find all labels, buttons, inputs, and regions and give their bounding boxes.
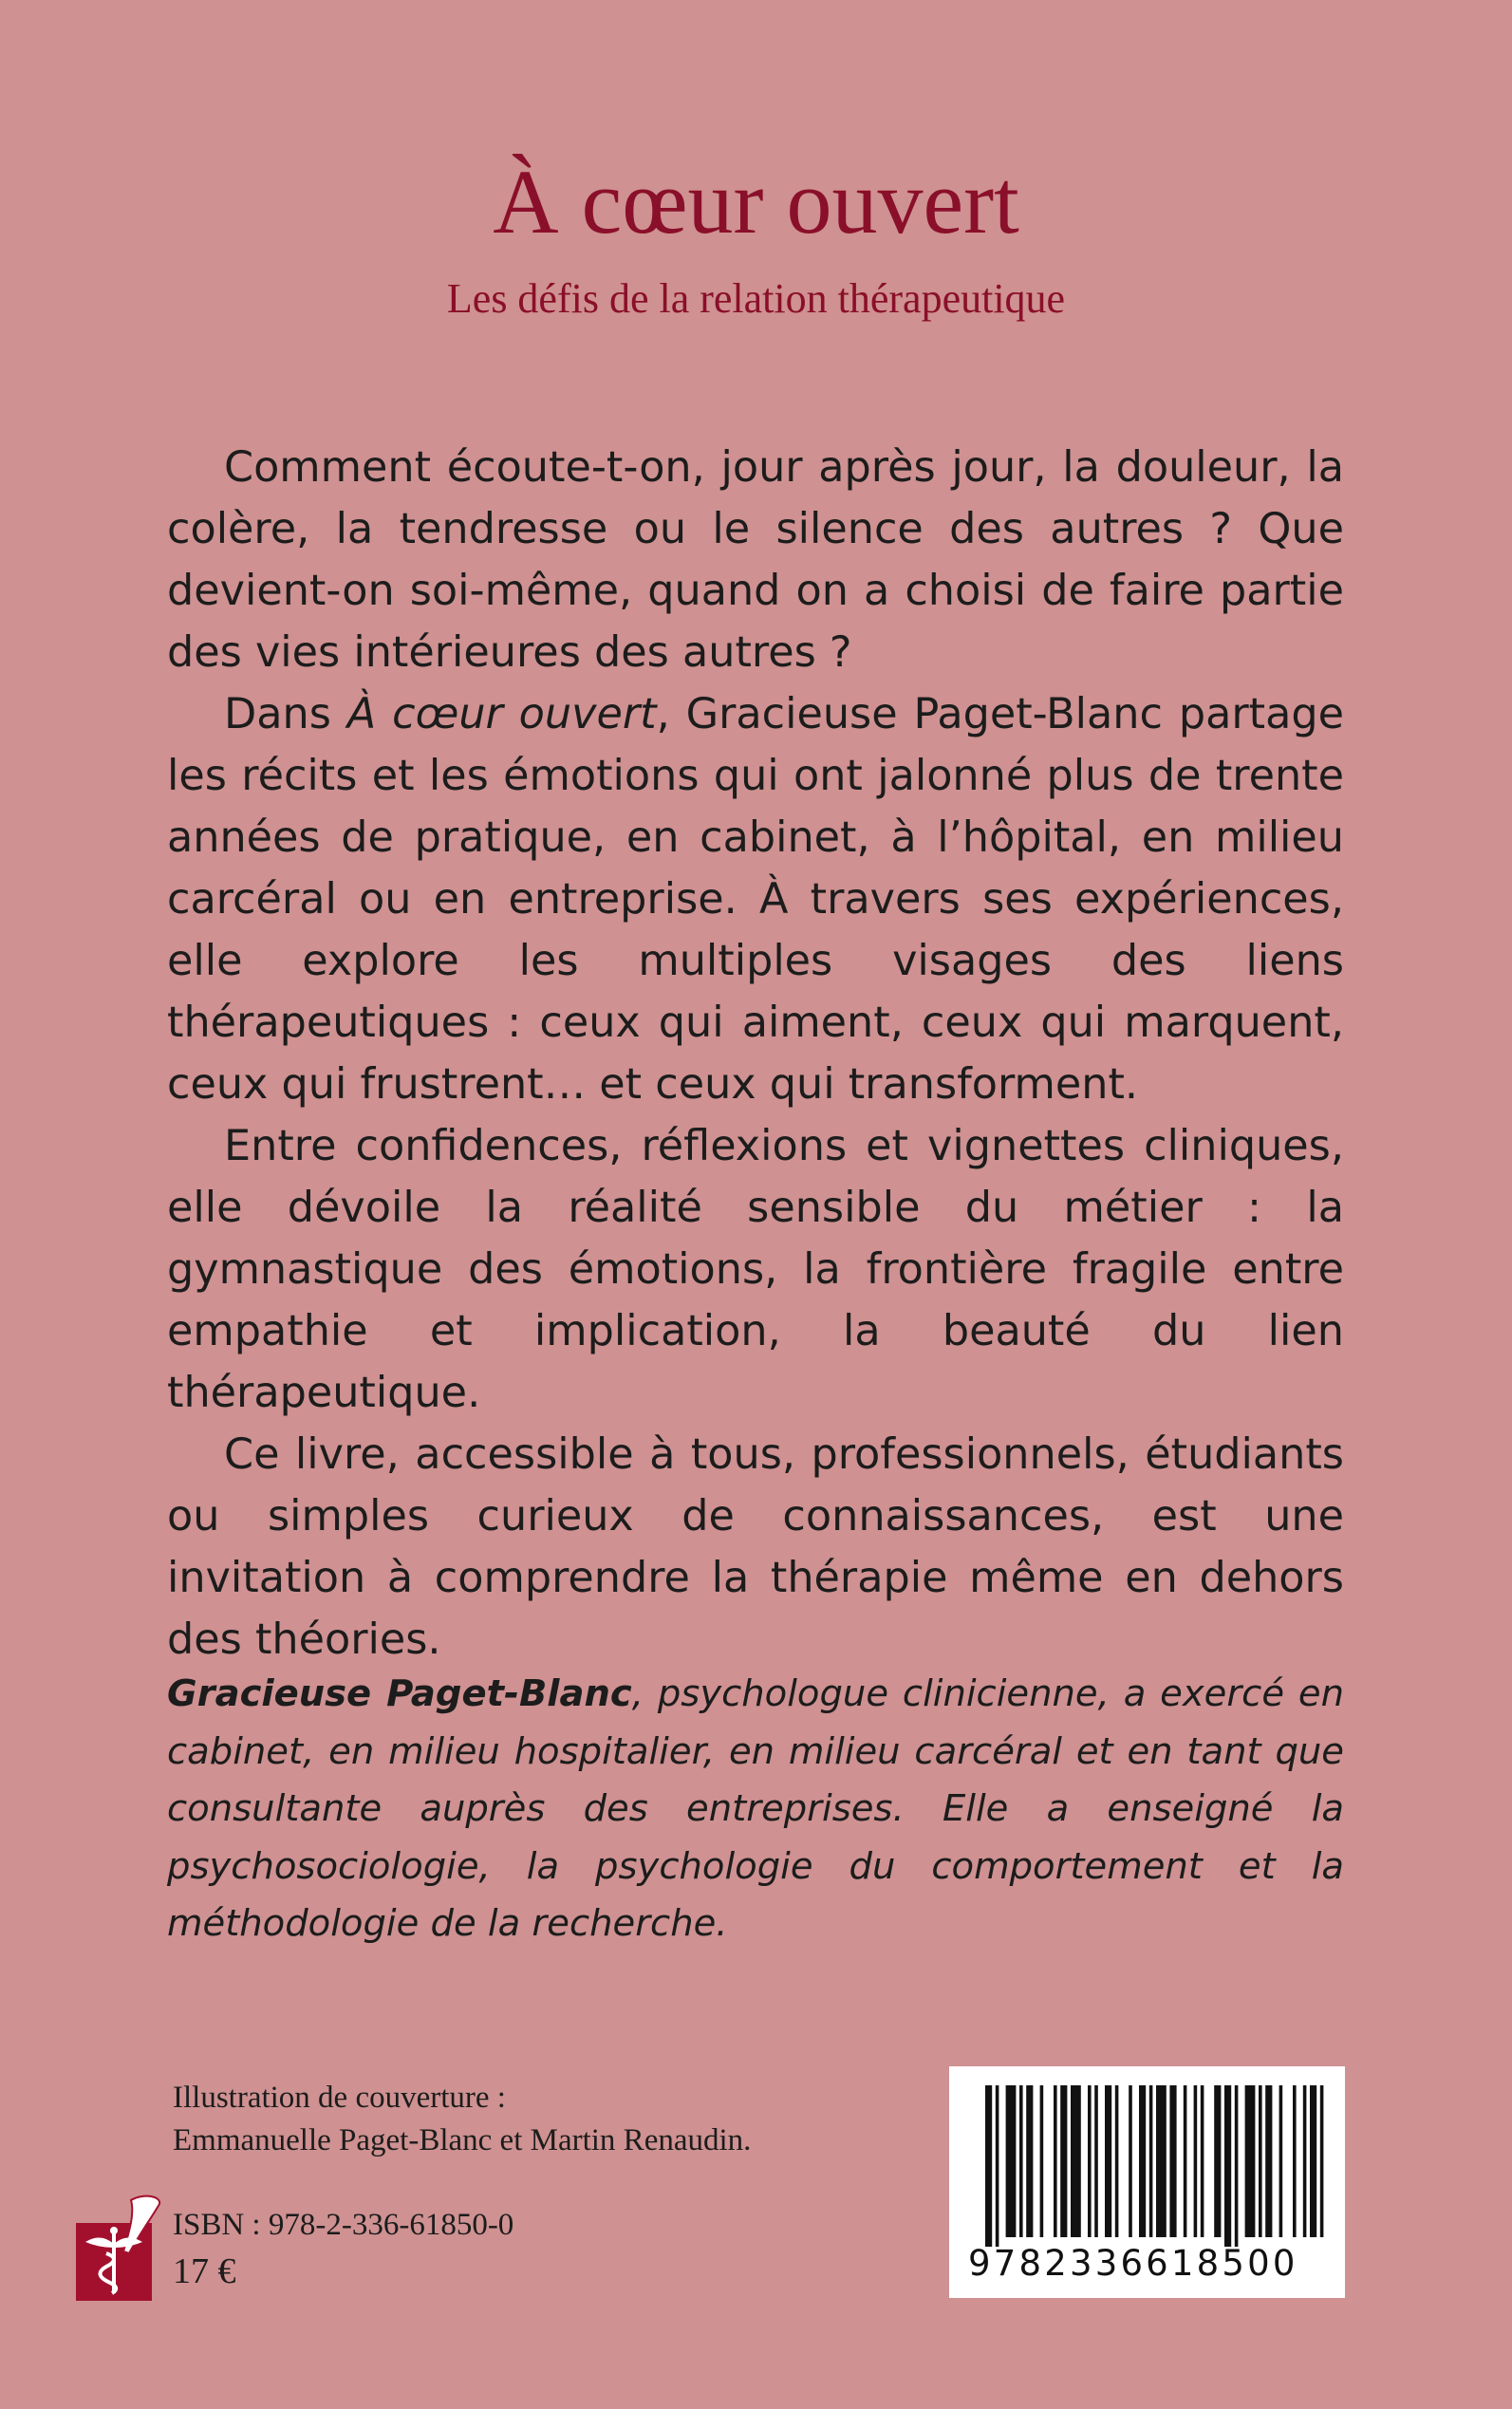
barcode-bar bbox=[1139, 2085, 1146, 2237]
credits-line-1: Illustration de couverture : bbox=[173, 2081, 506, 2115]
barcode-bar bbox=[1019, 2085, 1023, 2237]
isbn-price-block bbox=[173, 2202, 513, 2295]
price-text: 17 € bbox=[173, 2251, 236, 2291]
barcode bbox=[949, 2066, 1345, 2298]
barcode-bar bbox=[985, 2085, 992, 2247]
barcode-bar bbox=[1105, 2085, 1111, 2237]
barcode-bar bbox=[1006, 2085, 1017, 2237]
barcode-bar bbox=[1169, 2085, 1176, 2237]
author-bio-text: , psychologue clinicienne, a exercé en cabinet, en milieu hospitalier, en milieu carcéral et en tant que consultante auprès des entreprises. Elle a enseigné la psychosociologie, la psychologie du comportement et la méthodologie de la recherche. bbox=[167, 1672, 1344, 1945]
barcode-bar bbox=[1320, 2085, 1324, 2237]
barcode-bar bbox=[1194, 2085, 1198, 2237]
cover-credits bbox=[173, 2077, 751, 2162]
barcode-bar bbox=[1094, 2085, 1098, 2237]
barcode-bar bbox=[1224, 2085, 1231, 2247]
blurb-p2-start: Dans bbox=[224, 690, 347, 738]
blurb-paragraph-2 bbox=[167, 683, 1344, 1115]
blurb-paragraph-1: Comment écoute-t-on, jour après jour, la douleur, la colère, la tendresse ou le silence des autres ? Que devient-on soi-même, quand on a choisi de faire partie des vies intérieures des autres ? bbox=[167, 443, 1344, 677]
blurb-paragraph-3: Entre confidences, réflexions et vignettes cliniques, elle dévoile la réalité sensible du métier : la gymnastique des émotions, la frontière fragile entre empathie et implication, la beauté du lien thérapeutique. bbox=[167, 1122, 1344, 1417]
credits-line-2: Emmanuelle Paget-Blanc et Martin Renaudin. bbox=[173, 2123, 752, 2157]
barcode-bar bbox=[1026, 2085, 1033, 2237]
barcode-bar bbox=[1149, 2085, 1153, 2237]
author-name: Gracieuse Paget-Blanc bbox=[167, 1672, 632, 1715]
barcode-bar bbox=[1071, 2085, 1081, 2237]
barcode-bar bbox=[1214, 2085, 1221, 2237]
barcode-digits: 9782336618500 bbox=[968, 2243, 1298, 2284]
barcode-bar bbox=[1054, 2085, 1057, 2237]
book-subtitle: Les défis de la relation thérapeutique bbox=[446, 275, 1066, 322]
barcode-bar bbox=[1088, 2085, 1092, 2237]
barcode-bar bbox=[1156, 2085, 1167, 2237]
barcode-bar bbox=[1245, 2085, 1256, 2237]
barcode-bar bbox=[1279, 2085, 1283, 2237]
barcode-bar bbox=[1129, 2085, 1132, 2237]
barcode-bar bbox=[1201, 2085, 1204, 2237]
book-title: À cœur ouvert bbox=[493, 151, 1019, 252]
barcode-bar bbox=[1259, 2085, 1262, 2237]
author-bio bbox=[167, 1666, 1344, 1953]
barcode-bar bbox=[1184, 2085, 1187, 2237]
back-cover-blurb bbox=[167, 437, 1344, 1671]
barcode-bar bbox=[1115, 2085, 1119, 2237]
barcode-bar bbox=[996, 2085, 999, 2247]
caduceus-quill-icon bbox=[76, 2194, 163, 2301]
barcode-bar bbox=[1303, 2085, 1307, 2237]
blurb-paragraph-4: Ce livre, accessible à tous, professionnels, étudiants ou simples curieux de connaissances, est une invitation à comprendre la thérapie même en dehors des théories. bbox=[167, 1430, 1344, 1664]
barcode-bar bbox=[1040, 2085, 1044, 2237]
barcode-bar bbox=[1235, 2085, 1239, 2247]
blurb-p2-rest: , Gracieuse Paget-Blanc partage les récits et les émotions qui ont jalonné plus de trente années de pratique, en cabinet, à l’hôpital, en milieu carcéral ou en entreprise. À travers ses expériences, elle explore les multiples visages des liens thérapeutiques : ceux qui aiment, ceux qui marquent, ceux qui frustrent… et ceux qui transforment. bbox=[167, 690, 1344, 1109]
barcode-bar bbox=[1310, 2085, 1316, 2237]
barcode-bar bbox=[1293, 2085, 1297, 2237]
blurb-book-title-italic: À cœur ouvert bbox=[346, 690, 657, 738]
isbn-text: ISBN : 978-2-336-61850-0 bbox=[173, 2208, 514, 2242]
barcode-bar bbox=[1060, 2085, 1067, 2237]
barcode-bar bbox=[1265, 2085, 1272, 2237]
